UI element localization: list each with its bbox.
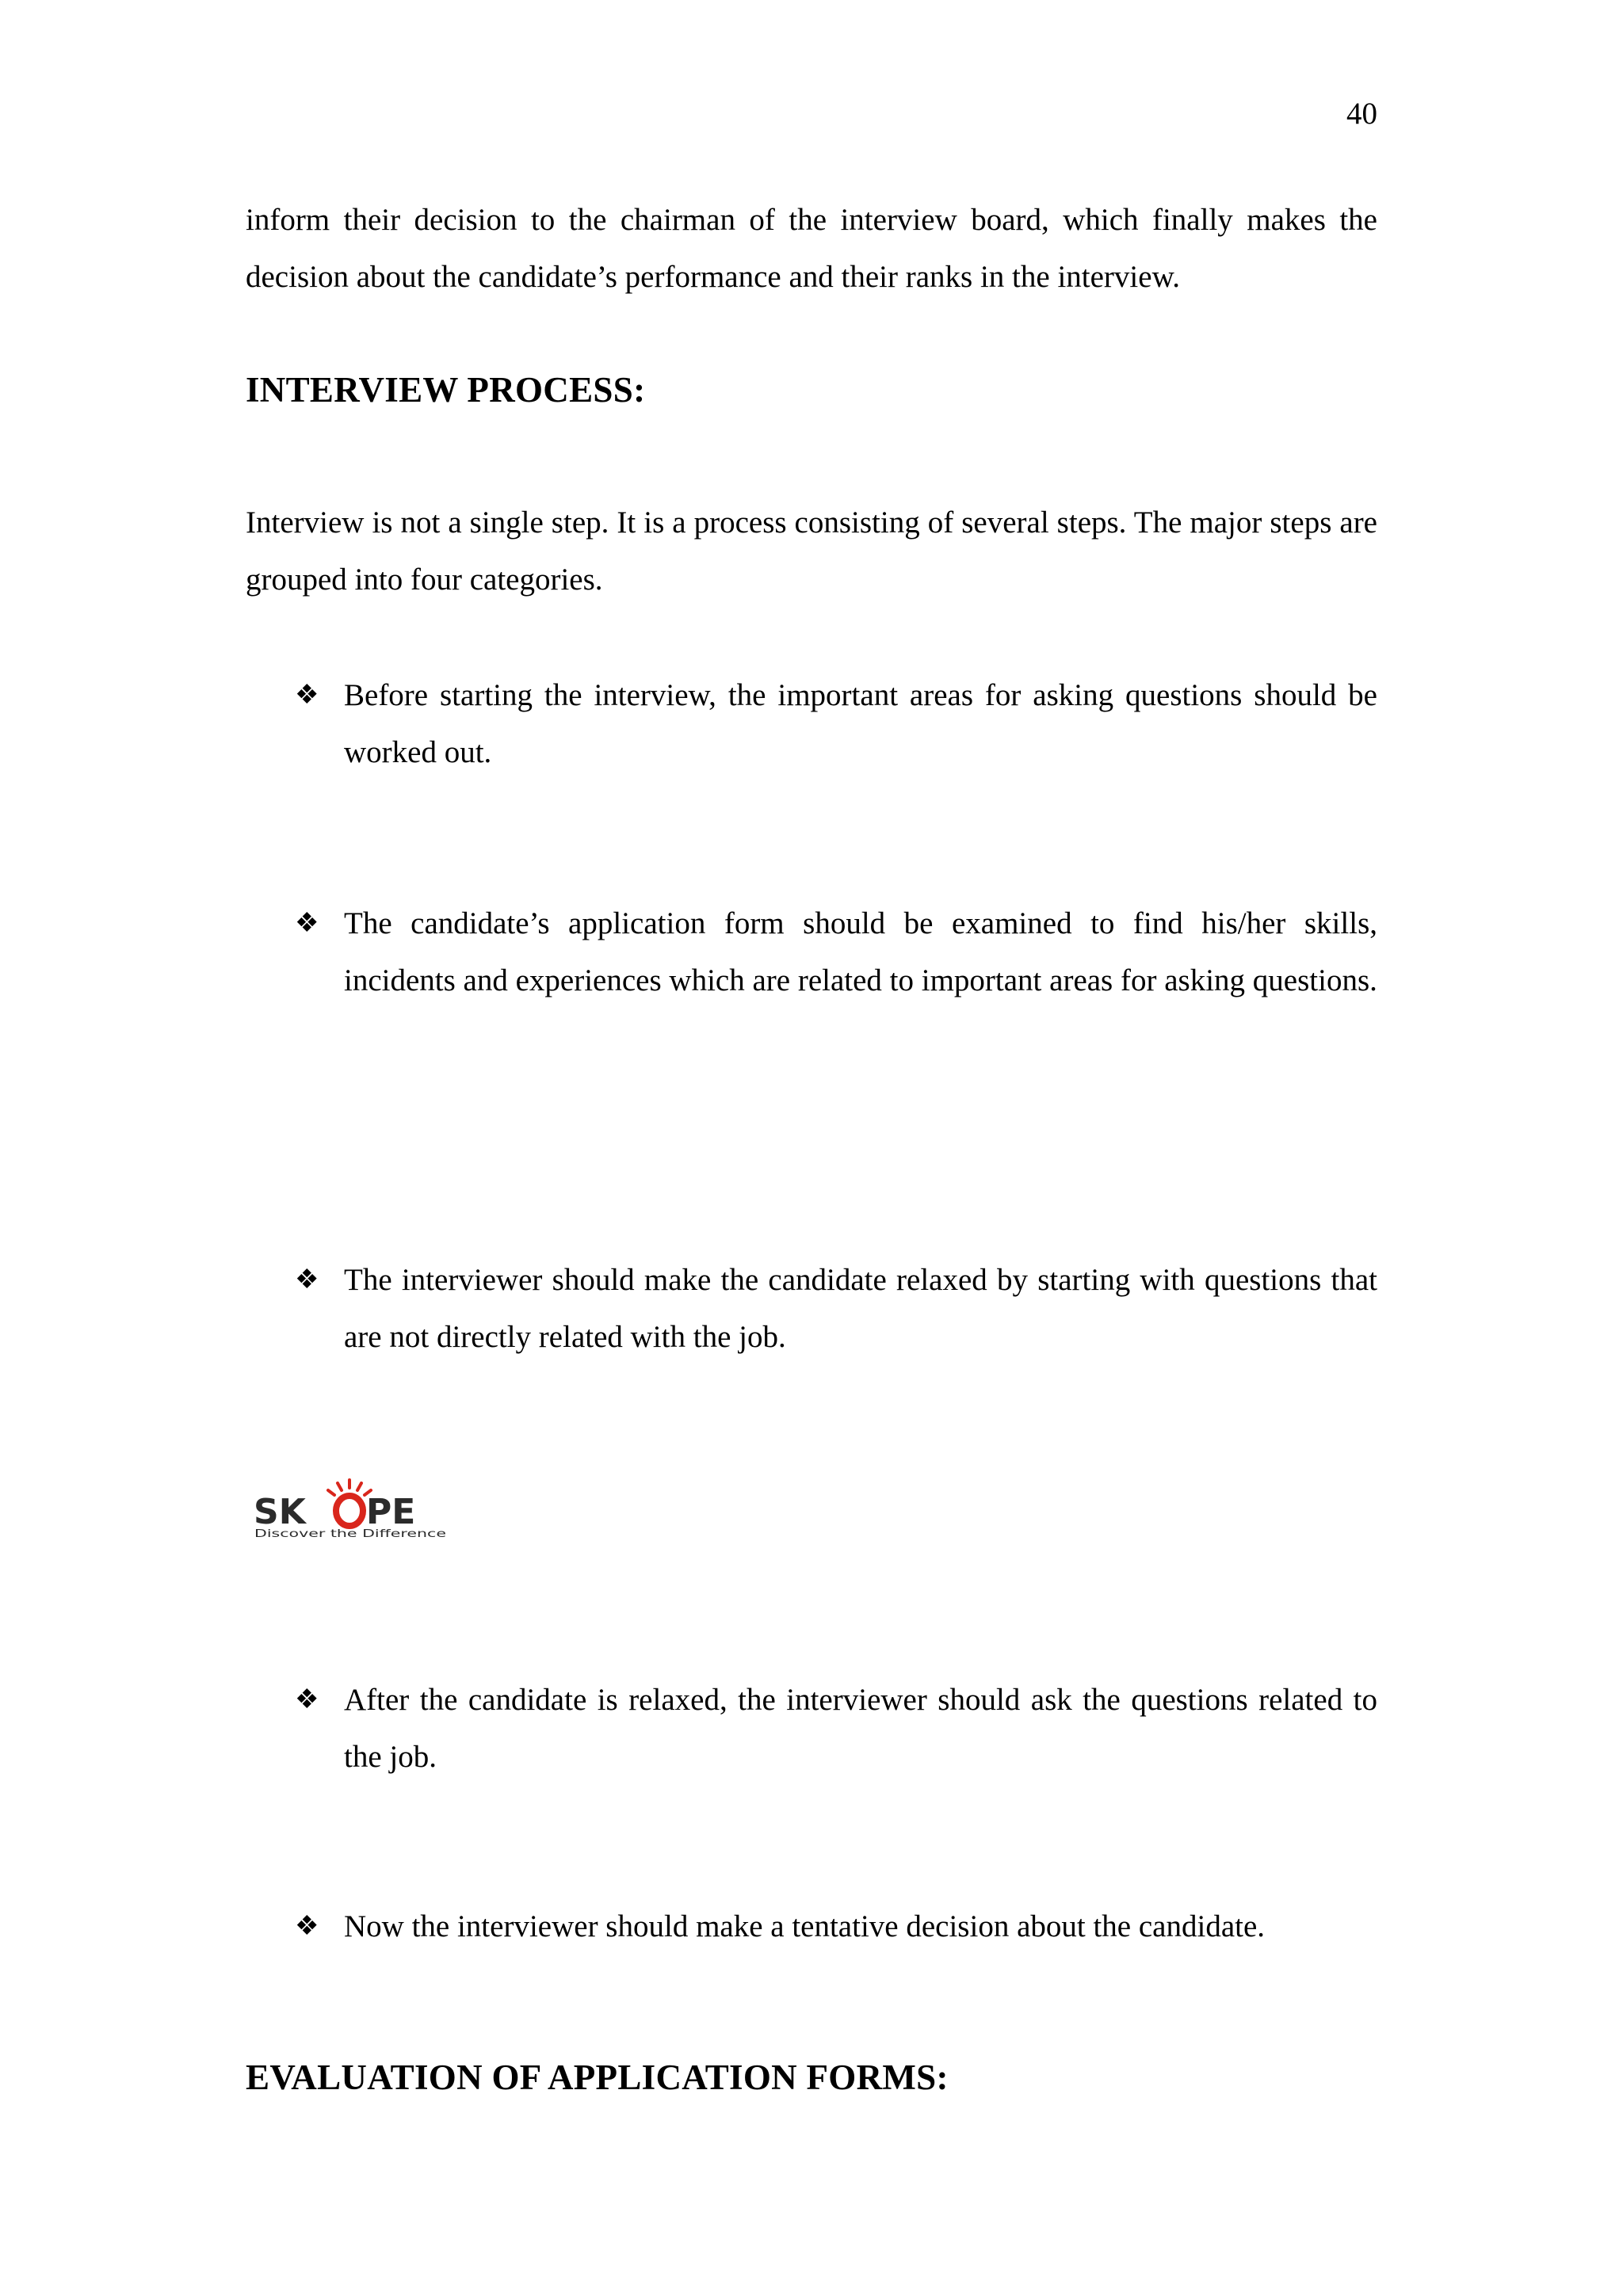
bullet-icon: ❖ [295,681,319,710]
svg-text:SK: SK [254,1492,306,1532]
interview-process-paragraph: Interview is not a single step. It is a process consisting of several steps. The major steps are grouped into four categories. [246,505,1377,597]
list-item-text: The candidate’s application form should be examined to find his/her skills, incidents and experiences which are related to important areas for asking questions. [344,906,1377,997]
page-number: 40 [1346,97,1377,131]
bullet-icon: ❖ [295,909,319,938]
evaluation-heading: EVALUATION OF APPLICATION FORMS: [246,2058,949,2097]
skope-logo [252,1474,450,1545]
intro-paragraph: inform their decision to the chairman of the interview board, which finally makes the decision about the candidate’s performance and their ranks in the interview. [246,203,1377,294]
svg-text:PE: PE [366,1492,416,1532]
list-item-text: The interviewer should make the candidate relaxed by starting with questions that are not directly related with the job. [344,1263,1377,1354]
bullet-icon: ❖ [295,1265,319,1295]
list-item [295,1898,1377,1955]
list-item [295,1672,1377,1786]
interview-process-heading: INTERVIEW PROCESS: [246,370,646,410]
svg-text:Discover the Difference: Discover the Difference [254,1528,446,1540]
list-item [295,1252,1377,1366]
list-item-text: Now the interviewer should make a tentative decision about the candidate. [344,1909,1266,1943]
list-item [295,667,1377,781]
list-item-text: After the candidate is relaxed, the interviewer should ask the questions related to the job. [344,1683,1377,1774]
bullet-icon: ❖ [295,1685,319,1714]
list-item-text: Before starting the interview, the important areas for asking questions should be worked out. [344,678,1377,769]
bullet-icon: ❖ [295,1912,319,1941]
list-item [295,895,1377,1009]
